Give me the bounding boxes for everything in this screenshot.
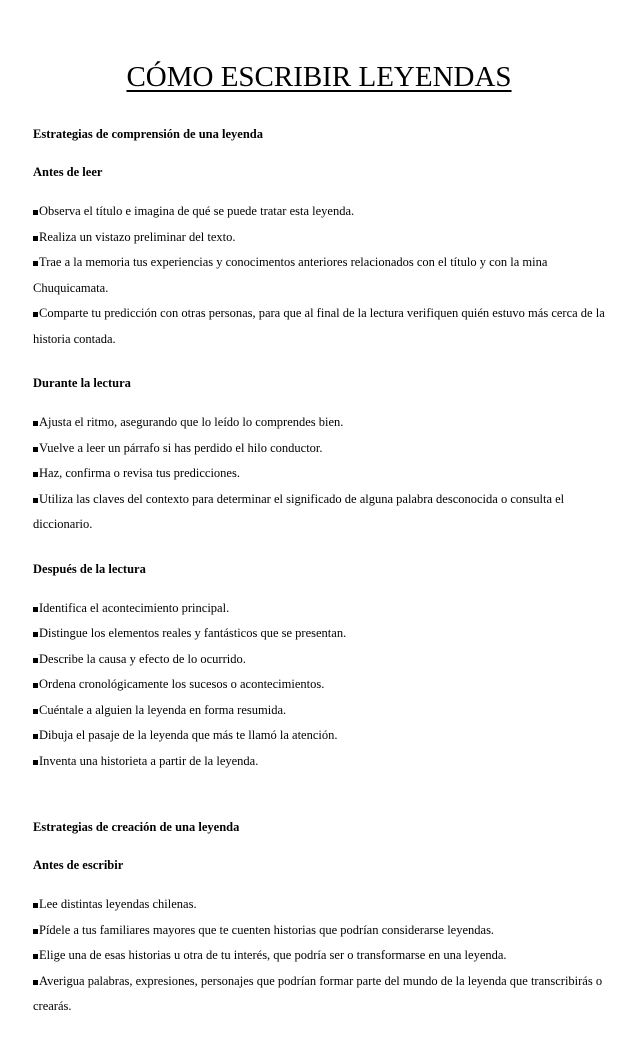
list-item: Trae a la memoria tus experiencias y conocimentos anteriores relacionados con el título y con la mina Chuquicamata. [33,255,548,295]
list-item: Pídele a tus familiares mayores que te cuenten historias que podrían considerarse leyendas. [33,918,608,944]
list-item: Vuelve a leer un párrafo si has perdido el hilo conductor. [33,436,608,462]
square-bullet-icon [33,312,38,317]
square-bullet-icon [33,709,38,714]
list-item: Distingue los elementos reales y fantásticos que se presentan. [33,621,608,647]
square-bullet-icon [33,903,38,908]
list-durante-la-lectura [33,410,608,538]
document-body [33,123,608,1020]
square-bullet-icon [33,929,38,934]
square-bullet-icon [33,760,38,765]
list-antes-de-escribir [33,892,608,1020]
list-antes-de-leer [33,199,608,352]
list-item: Ajusta el ritmo, asegurando que lo leído lo comprendes bien. [33,410,608,436]
list-item: Haz, confirma o revisa tus predicciones. [33,461,608,487]
list-item: Lee distintas leyendas chilenas. [33,892,608,918]
subheading-antes-de-leer: Antes de leer [33,165,103,179]
list-despues-de-la-lectura [33,596,608,775]
square-bullet-icon [33,607,38,612]
square-bullet-icon [33,421,38,426]
subheading-despues-de-la-lectura: Después de la lectura [33,561,146,576]
list-item: Identifica el acontecimiento principal. [33,596,608,622]
square-bullet-icon [33,632,38,637]
list-item: Ordena cronológicamente los sucesos o acontecimientos. [33,672,608,698]
list-item: Elige una de esas historias u otra de tu interés, que podría ser o transformarse en una leyenda. [33,943,608,969]
list-item: Dibuja el pasaje de la leyenda que más te llamó la atención. [33,723,608,749]
square-bullet-icon [33,658,38,663]
list-item: Realiza un vistazo preliminar del texto. [33,225,608,251]
square-bullet-icon [33,980,38,985]
list-item: Inventa una historieta a partir de la leyenda. [33,749,608,775]
list-item: Averigua palabras, expresiones, personajes que podrían formar parte del mundo de la leyenda que transcribirás o crearás. [33,973,603,1013]
square-bullet-icon [33,236,38,241]
square-bullet-icon [33,472,38,477]
square-bullet-icon [33,261,38,266]
subheading-antes-de-escribir: Antes de escribir [33,858,124,872]
square-bullet-icon [33,734,38,739]
list-item: Utiliza las claves del contexto para determinar el significado de alguna palabra desconocida o consulta el diccionario. [33,491,565,531]
list-item: Cuéntale a alguien la leyenda en forma resumida. [33,698,608,724]
square-bullet-icon [33,210,38,215]
square-bullet-icon [33,683,38,688]
section-heading-comprension: Estrategias de comprensión de una leyenda [33,127,263,141]
section-heading-creacion: Estrategias de creación de una leyenda [33,820,240,834]
list-item: Describe la causa y efecto de lo ocurrido. [33,647,608,673]
square-bullet-icon [33,954,38,959]
page-title: CÓMO ESCRIBIR LEYENDAS [126,61,512,93]
list-item: Comparte tu predicción con otras personas, para que al final de la lectura verifiquen quién estuvo más cerca de la historia contada. [33,306,605,346]
square-bullet-icon [33,447,38,452]
square-bullet-icon [33,498,38,503]
list-item: Observa el título e imagina de qué se puede tratar esta leyenda. [33,199,608,225]
subheading-durante-la-lectura: Durante la lectura [33,376,131,390]
